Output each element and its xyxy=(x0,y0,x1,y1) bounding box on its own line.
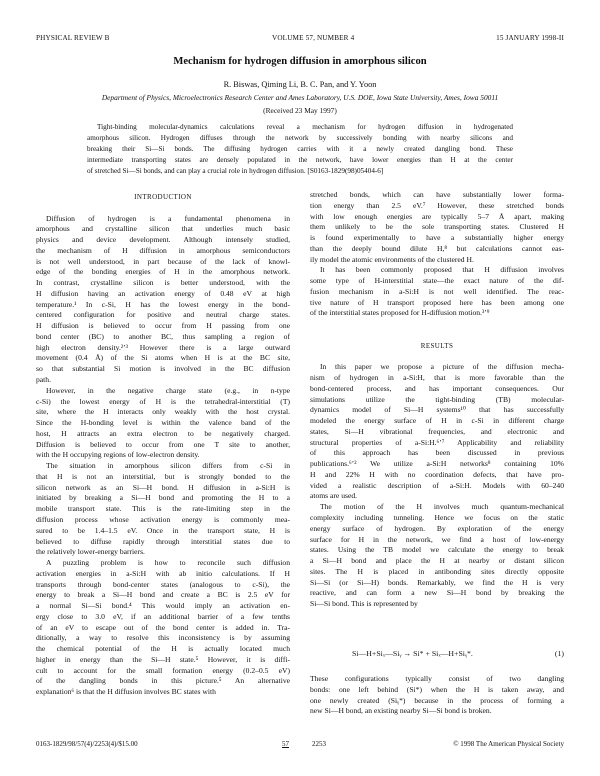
text-line: The situation in amorphous silicon differs from c-Si in xyxy=(46,461,290,471)
text-line: higher in energy than the Si—H state.⁵ However, it is diffi- xyxy=(36,654,290,664)
introduction-continued xyxy=(310,190,564,319)
text-line: high electron density.²ʼ³ However there is a large outward xyxy=(36,342,290,352)
text-line: breaking their Si—Si bonds. The diffusing hydrogen carries with it a newly created dangling bond. These xyxy=(87,145,513,154)
text-line: of the dangling bonds in this picture.⁵ An alternative xyxy=(36,676,290,686)
text-line: Si—Si (or Si—H) bonds. Remarkably, we find the H is very xyxy=(310,577,564,587)
text-line: energy to break a Si—H bond and create a BC is 2.5 eV for xyxy=(36,590,290,600)
text-line: activation energies in a-Si:H with ab initio calculations. If H xyxy=(36,568,290,578)
affiliation: Department of Physics, Microelectronics Research Center and Ames Laboratory, U.S. DOE, Iowa State University, Ames, Iowa 50011 xyxy=(101,93,499,102)
text-line: H diffusion having an activation energy of 0.48 eV at high xyxy=(36,288,290,298)
text-line: states. Using the TB model we calculate the energy to break xyxy=(310,545,564,555)
equation-1 xyxy=(310,649,564,665)
text-line: movement (0.4 Å) of the Si atoms when H is at the BC site, xyxy=(36,353,290,363)
text-line: Tight-binding molecular-dynamics calculations reveal a mechanism for hydrogen diffusion in hydrogenated xyxy=(97,123,513,131)
text-line: with the H occupying regions of low-electron density. xyxy=(36,450,200,460)
text-line: host, H attracts an extra electron to be negatively charged. xyxy=(36,428,290,438)
abstract xyxy=(87,122,513,177)
text-line: tive nature of H transport proposed here has been among one xyxy=(310,297,564,307)
text-line: bonds: one left behind (Si*) when the H is taken away, and xyxy=(310,684,564,694)
text-line: tion energy than 2.5 eV.⁷ However, these stretched bonds xyxy=(310,200,564,210)
text-line: Si—Si bond. This is represented by xyxy=(310,599,418,609)
text-line: The motion of the H involves much quantum-mechanical xyxy=(320,502,564,512)
text-line: temperature.¹ In c-Si, H has the lowest energy in the bond- xyxy=(36,299,290,309)
text-line: is found experimentally to have a substantially higher energy xyxy=(310,233,564,243)
text-line: sites. The H is placed in antibonding sites directly opposite xyxy=(310,566,564,576)
text-line: edge of the bonding energies of H in the amorphous network. xyxy=(36,267,290,277)
text-line: dynamics model of Si—H systems¹⁰ that has successfully xyxy=(310,405,564,415)
text-line: bond center (BC) to another BC, thus sampling a region of xyxy=(36,331,290,341)
text-line: H diffusion is believed to occur from H passing from one xyxy=(36,321,290,331)
text-line: the relatively lower-energy barriers. xyxy=(36,547,145,557)
text-line: stretched bonds, which can have substantially lower forma- xyxy=(310,190,564,199)
text-line: a Si—H bond and place the H at nearby or distant silicon xyxy=(310,556,564,566)
text-line: H and 22% H with no coordination defects, that have pro- xyxy=(310,469,564,479)
results-body xyxy=(310,362,564,610)
text-line: c-Si) the lowest energy of H is the tetrahedral-interstitial (T) xyxy=(36,396,290,406)
text-line: explanation⁶ is that the H diffusion involves BC states with xyxy=(36,687,216,697)
text-line: nism of hydrogen in a-Si:H, that is more favorable than the xyxy=(310,373,564,383)
text-line: that H is not an interstitial, but is strongly bonded to the xyxy=(36,471,290,481)
article-title: Mechanism for hydrogen diffusion in amorphous silicon xyxy=(173,56,427,67)
page-number: 2253 xyxy=(312,740,326,748)
copyright: © 1998 The American Physical Society xyxy=(453,740,564,748)
equation-number: (1) xyxy=(554,649,564,658)
text-line: ergy close to 3.0 eV, if an additional barrier of a few tenths xyxy=(36,611,290,621)
text-line: A puzzling problem is how to reconcile such diffusion xyxy=(46,558,290,568)
text-line: These configurations typically consist of two dangling xyxy=(310,674,564,683)
text-line: believed to diffuse rapidly through interstitial states due to xyxy=(36,536,290,546)
text-line: energy surface of hydrogen. By exploration of the energy xyxy=(310,523,564,533)
text-line: of the interstitial states proposed for H-diffusion motion.³ʼ⁹ xyxy=(310,308,490,318)
text-line: the chemical potential of the H is actually located much xyxy=(36,644,290,654)
text-line: is not well understood, in part because of the lack of knowl- xyxy=(36,256,290,266)
introduction-body xyxy=(36,214,290,698)
text-line: amorphous silicon. Hydrogen diffuses through the network by successively bonding with nearby silicons and xyxy=(87,134,513,143)
text-line: the mechanism of H diffusion in amorphous semiconductors xyxy=(36,245,290,255)
text-line: new Si—H bond, an existing nearby Si—Si bond is broken. xyxy=(310,706,492,716)
equation-expression: Si—H+Siₓ—Siᵧ → Si* + Siₓ—H+Siᵧ*. xyxy=(352,649,473,658)
text-line: them unlikely to be the sole transporting states. Clustered H xyxy=(310,222,564,232)
text-line: so that substantial Si motion is involved in the BC diffusion xyxy=(36,364,290,374)
text-line: modeled the energy surface of H in c-Si in different charge xyxy=(310,416,564,426)
received-date: (Received 23 May 1997) xyxy=(263,106,337,115)
text-line: one newly created (Siᵧ*) because in the process of forming a xyxy=(310,695,564,705)
text-line: amorphous and crystalline silicon that underlies much basic xyxy=(36,224,290,234)
volume-number: VOLUME 57, NUMBER 4 xyxy=(272,34,355,42)
text-line: vided a realistic description of a-Si:H. Models with 60–240 xyxy=(310,480,564,490)
text-line: structural properties of a-Si:H.⁶ʼ⁷ Applicability and reliability xyxy=(310,437,564,447)
journal-name: PHYSICAL REVIEW B xyxy=(36,34,110,42)
text-line: intermediate transporting states are densely populated in the network, have lower energies than H at the center xyxy=(87,156,513,165)
section-heading-introduction: INTRODUCTION xyxy=(134,193,192,201)
results-after-equation xyxy=(310,674,564,717)
text-line: In this paper we propose a picture of the diffusion mecha- xyxy=(320,362,564,372)
text-line: complexity including tunneling. Hence we focus on the static xyxy=(310,512,564,522)
text-line: It has been commonly proposed that H diffusion involves xyxy=(320,265,564,275)
text-line: bond-centered process, and has important consequences. Our xyxy=(310,383,564,393)
text-line: surface for H in the network, we find a host of low-energy xyxy=(310,534,564,544)
section-heading-results: RESULTS xyxy=(420,341,454,350)
text-line: sured to be 1.4–1.5 eV. Once in the transport state, H is xyxy=(36,525,290,535)
text-line: simulations utilize the tight-binding (TB) molecular- xyxy=(310,394,564,404)
text-line: states, Si—H vibrational frequencies, and electronic and xyxy=(310,426,564,436)
text-line: of an eV to escape out of the bond center is added in. Tra- xyxy=(36,622,290,632)
text-line: diffusion process whose activation energy is commonly mea- xyxy=(36,514,290,524)
right-column xyxy=(310,190,564,610)
text-line: path. xyxy=(36,375,51,385)
text-line: initiated by breaking a Si—H bond and promoting the H to a xyxy=(36,493,290,503)
text-line: centered configuration for positive and neutral charge states. xyxy=(36,310,290,320)
text-line: ily model the atomic environments of the clustered H. xyxy=(310,254,474,264)
text-line: with low enough energies are typically 5–7 Å apart, making xyxy=(310,211,564,221)
text-line: site, where the H interacts only weakly with the host crystal. xyxy=(36,407,290,417)
issue-date: 15 JANUARY 1998-II xyxy=(496,34,564,42)
text-line: ditionally, a way to resolve this inconsistency is by assuming xyxy=(36,633,290,643)
text-line: transports through bond-center states (analogous to c-Si), the xyxy=(36,579,290,589)
text-line: atoms are used. xyxy=(310,491,358,501)
text-line: some type of H-interstitial state—the exact nature of the dif- xyxy=(310,276,564,286)
text-line: Diffusion is believed to occur from one T site to another, xyxy=(36,439,290,449)
text-line: cult to account for the small formation energy (0.2–0.5 eV) xyxy=(36,665,290,675)
text-line: reactive, and can form a new Si—H bond by breaking the xyxy=(310,588,564,598)
volume-ref: 57 xyxy=(282,740,289,748)
text-line: However, in the negative charge state (e.g., in n-type xyxy=(46,385,290,395)
text-line: physics and device development. Although intensely studied, xyxy=(36,235,290,245)
text-line: silicon network as an Si—H bond. H diffusion in a-Si:H is xyxy=(36,482,290,492)
text-line: fusion mechanism in a-Si:H is not well identified. The reac- xyxy=(310,286,564,296)
text-line: than the deeply bound dilute H,⁸ but calculations cannot eas- xyxy=(310,243,564,253)
text-line: Since the H-bonding level is within the valence band of the xyxy=(36,418,290,428)
text-line: Diffusion of hydrogen is a fundamental phenomena in xyxy=(46,213,290,223)
text-line: of this approach has been discussed in previous xyxy=(310,448,564,458)
text-line: of stretched Si—Si bonds, and can play a crucial role in hydrogen diffusion. [S0163-1829(98)05404-6] xyxy=(87,167,384,176)
text-line: publications.⁶ʼ² We utilize a-Si:H networks⁸ containing 10% xyxy=(310,459,564,469)
text-line: mobile transport state. This is the rate-limiting step in the xyxy=(36,504,290,514)
text-line: a normal Si—Si bond.⁴ This would imply an activation en- xyxy=(36,601,290,611)
left-column xyxy=(36,192,290,698)
text-line: In contrast, crystalline silicon is better understood, with the xyxy=(36,278,290,288)
article-code: 0163-1829/98/57(4)/2253(4)/$15.00 xyxy=(36,740,138,748)
author-list: R. Biswas, Qiming Li, B. C. Pan, and Y. Yoon xyxy=(223,80,377,89)
